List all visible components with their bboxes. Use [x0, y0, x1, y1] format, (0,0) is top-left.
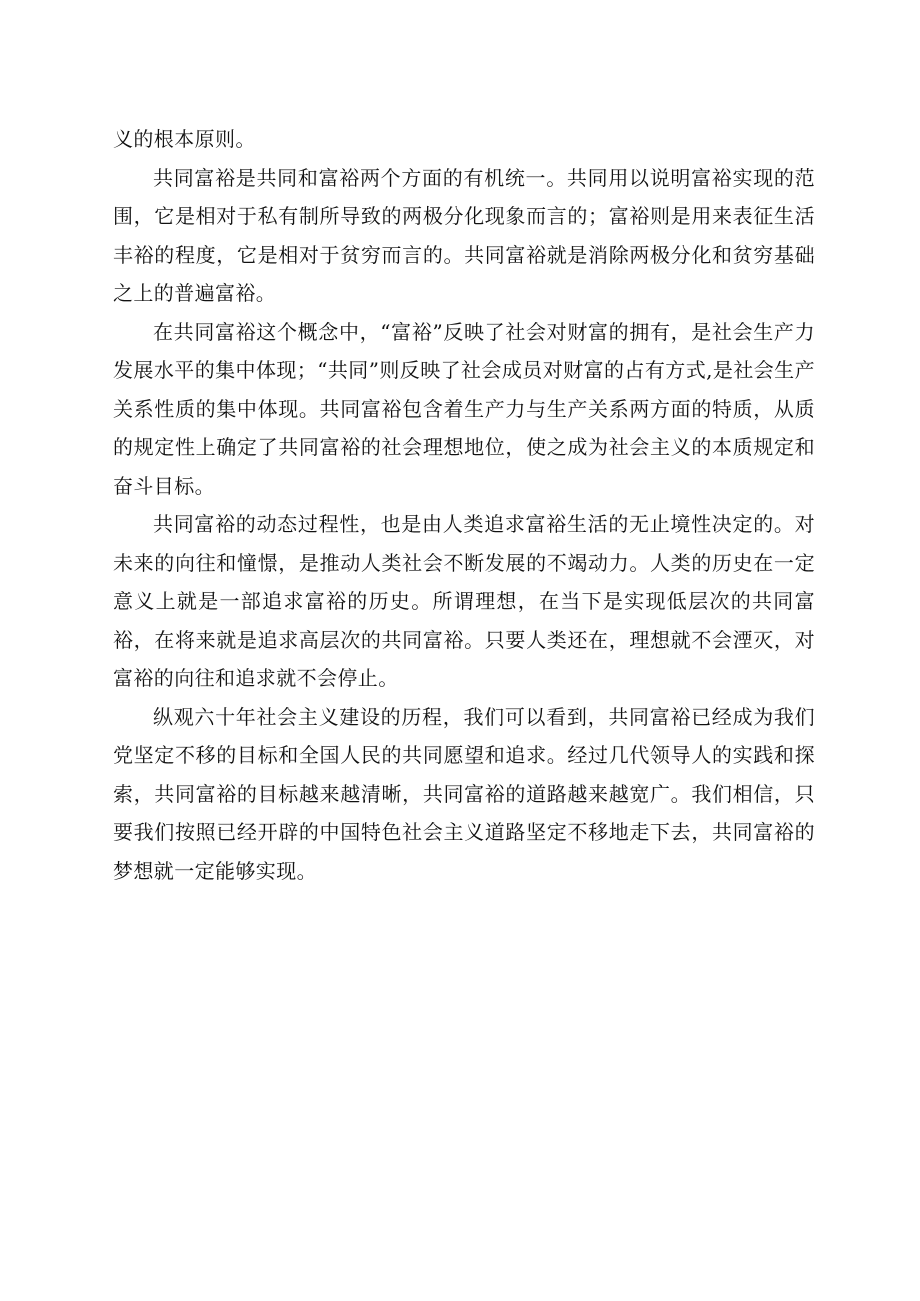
paragraph-dynamic-process: 共同富裕的动态过程性，也是由人类追求富裕生活的无止境性决定的。对未来的向往和憧憬，是推动人类社会不断发展的不竭动力。人类的历史在一定意义上就是一部追求富裕的历史。所谓理想，在当下是实现低层次的共同富裕，在将来就是追求高层次的共同富裕。只要人类还在，理想就不会湮灭，对富裕的向往和追求就不会停止。 [113, 512, 815, 690]
document-body [113, 120, 815, 890]
paragraph-definition: 共同富裕是共同和富裕两个方面的有机统一。共同用以说明富裕实现的范围，它是相对于私有制所导致的两极分化现象而言的；富裕则是用来表征生活丰裕的程度，它是相对于贫穷而言的。共同富裕就是消除两极分化和贫穷基础之上的普遍富裕。 [113, 165, 815, 305]
paragraph-continuation: 义的根本原则。 [113, 127, 256, 151]
paragraph-conclusion: 纵观六十年社会主义建设的历程，我们可以看到，共同富裕已经成为我们党坚定不移的目标和全国人民的共同愿望和追求。经过几代领导人的实践和探索，共同富裕的目标越来越清晰，共同富裕的道路越来越宽广。我们相信，只要我们按照已经开辟的中国特色社会主义道路坚定不移地走下去，共同富裕的梦想就一定能够实现。 [113, 704, 815, 883]
paragraph-concept: 在共同富裕这个概念中，“富裕”反映了社会对财富的拥有，是社会生产力发展水平的集中体现；“共同”则反映了社会成员对财富的占有方式,是社会生产关系性质的集中体现。共同富裕包含着生产力与生产关系两方面的特质，从质的规定性上确定了共同富裕的社会理想地位，使之成为社会主义的本质规定和奋斗目标。 [113, 319, 815, 498]
